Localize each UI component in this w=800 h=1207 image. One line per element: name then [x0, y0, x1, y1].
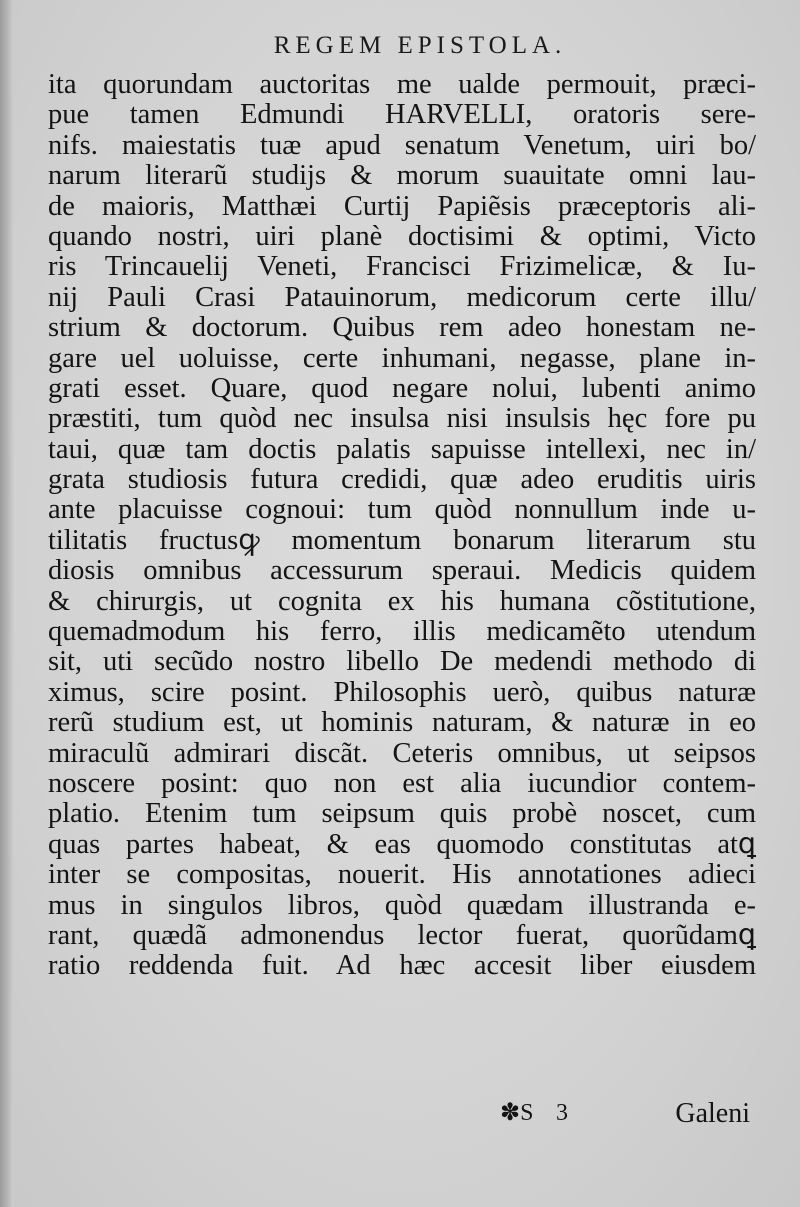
signature-number: 3: [556, 1100, 568, 1126]
text-line: strium & doctorum. Quibus rem adeo honestam ne-: [48, 313, 756, 344]
text-line: noscere posint: quo non est alia iucundior contem-: [48, 768, 756, 799]
signature-mark: [500, 1098, 533, 1127]
text-line: quando nostri, uiri planè doctisimi & optimi, Victo: [48, 221, 756, 252]
text-line: inter se compositas, nouerit. His annotationes adieci: [48, 860, 756, 891]
running-head: REGEM EPISTOLA.: [273, 32, 567, 59]
text-line: tilitatis fructusꝙ momentum bonarum literarum stu: [48, 525, 756, 556]
text-line: platio. Etenim tum seipsum quis probè noscet, cum: [48, 799, 756, 830]
text-line: nifs. maiestatis tuæ apud senatum Venetum, uiri bo/: [48, 130, 756, 161]
text-line: mus in singulos libros, quòd quædam illustranda e-: [48, 890, 756, 921]
text-line: gare uel uoluisse, certe inhumani, negasse, plane in-: [48, 343, 756, 374]
catchword: Galeni: [675, 1098, 750, 1129]
text-line: de maioris, Matthæi Curtij Papiẽsis præceptoris ali-: [48, 191, 756, 222]
text-line: ximus, scire posint. Philosophis uerò, quibus naturæ: [48, 677, 756, 708]
text-line: narum literarũ studijs & morum suauitate omni lau-: [48, 161, 756, 192]
page-footer: [0, 1098, 800, 1134]
text-line: sit, uti secũdo nostro libello De medendi methodo di: [48, 647, 756, 678]
text-line: quas partes habeat, & eas quomodo constitutas atꝗ: [48, 829, 756, 860]
text-line: & chirurgis, ut cognita ex his humana cõstitutione,: [48, 586, 756, 617]
text-line: diosis omnibus accessurum speraui. Medicis quidem: [48, 556, 756, 587]
text-line: grati esset. Quare, quod negare nolui, lubenti animo: [48, 373, 756, 404]
text-line: pue tamen Edmundi HARVELLI, oratoris sere-: [48, 100, 756, 131]
signature-letter: S: [520, 1100, 534, 1126]
text-line: ita quorundam auctoritas me ualde permouit, præci-: [48, 70, 756, 100]
text-line: miraculũ admirari discãt. Ceteris omnibus, ut seipsos: [48, 738, 756, 769]
signature-ornament: ✽: [500, 1100, 521, 1126]
page-gutter: [0, 0, 14, 1207]
text-line: nij Pauli Crasi Patauinorum, medicorum certe illu/: [48, 282, 756, 313]
text-line: ris Trincauelij Veneti, Francisci Frizimelicæ, & Iu-: [48, 252, 756, 283]
text-line: rerũ studium est, ut hominis naturam, & naturæ in eo: [48, 708, 756, 739]
text-line: præstiti, tum quòd nec insulsa nisi insulsis hęc fore pu: [48, 404, 756, 435]
text-line: taui, quæ tam doctis palatis sapuisse intellexi, nec in/: [48, 434, 756, 465]
body-text: [48, 70, 756, 982]
text-line: quemadmodum his ferro, illis medicamẽto utendum: [48, 617, 756, 648]
text-line: grata studiosis futura credidi, quæ adeo eruditis uiris: [48, 465, 756, 496]
text-line: ante placuisse cognoui: tum quòd nonnullum inde u-: [48, 495, 756, 526]
text-line: rant, quædã admonendus lector fuerat, quorũdamꝗ: [48, 920, 756, 951]
text-line: ratio reddenda fuit. Ad hæc accesit liber eiusdem: [48, 951, 756, 982]
